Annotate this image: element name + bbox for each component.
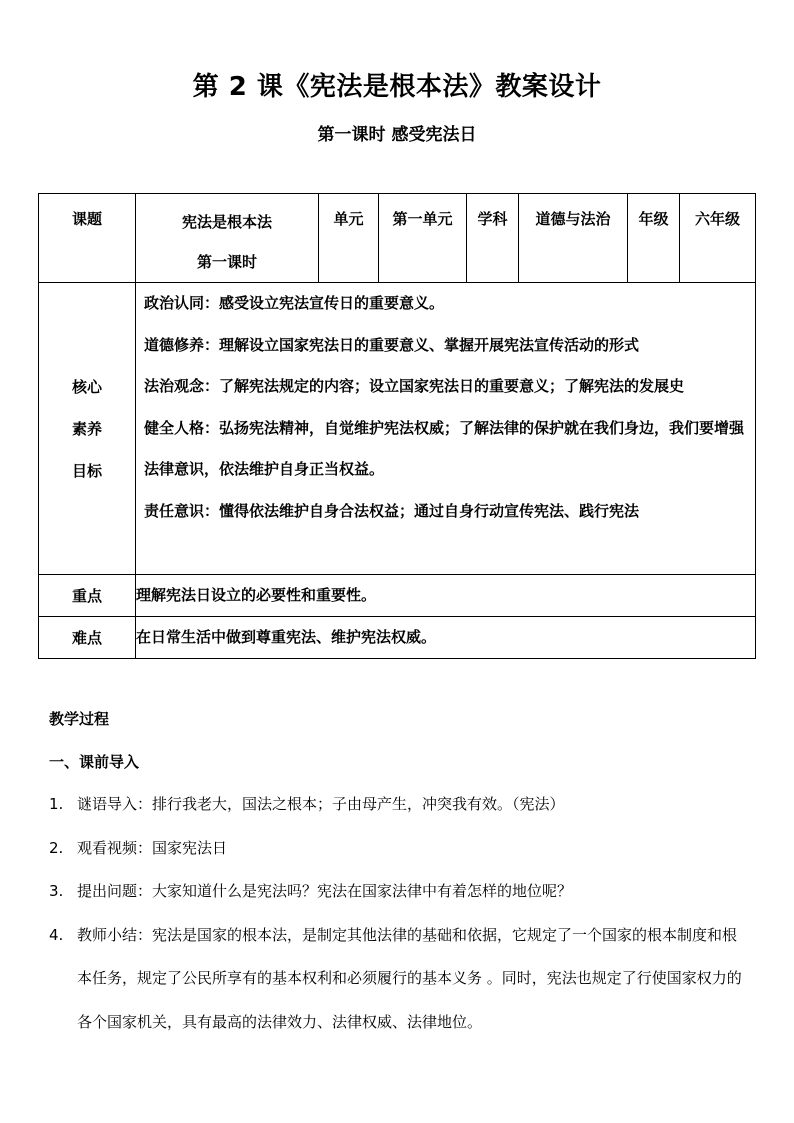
subject-value-cell bbox=[519, 194, 628, 283]
intro-steps-list bbox=[49, 783, 749, 1044]
document-subtitle: 第一课时 感受宪法日 bbox=[317, 125, 477, 145]
step-number: 3. bbox=[49, 882, 64, 900]
topic-line-2: 第一课时 bbox=[196, 253, 257, 271]
unit-value-cell bbox=[379, 194, 467, 283]
unit-value: 第一单元 bbox=[392, 210, 453, 228]
key-point-row bbox=[39, 575, 756, 617]
core-goals-content-cell bbox=[136, 283, 756, 575]
section-heading-intro: 一、课前导入 bbox=[49, 753, 140, 771]
topic-line-1: 宪法是根本法 bbox=[181, 213, 272, 231]
goal-personality: 健全人格：弘扬宪法精神，自觉维护宪法权威；了解法律的保护就在我们身边，我们要增强法律意识，依法维护自身正当权益。 bbox=[144, 418, 745, 478]
core-label-line-3: 目标 bbox=[71, 461, 102, 480]
unit-label: 单元 bbox=[333, 210, 364, 228]
subject-label-cell bbox=[467, 194, 519, 283]
grade-value-cell bbox=[680, 194, 756, 283]
table-header-row bbox=[39, 194, 756, 283]
step-number: 2. bbox=[49, 838, 64, 857]
subject-label: 学科 bbox=[477, 210, 508, 228]
core-goals-row bbox=[39, 283, 756, 575]
difficulty-row bbox=[39, 617, 756, 659]
process-heading: 教学过程 bbox=[49, 710, 110, 728]
step-text: 谜语导入：排行我老大，国法之根本；子由母产生，冲突我有效。（宪法） bbox=[77, 795, 565, 813]
list-item bbox=[49, 827, 749, 871]
grade-label-cell bbox=[628, 194, 680, 283]
goal-moral: 道德修养：理解设立国家宪法日的重要意义、掌握开展宪法宣传活动的形式 bbox=[144, 335, 640, 354]
list-item bbox=[49, 870, 749, 914]
list-item bbox=[49, 914, 749, 1045]
topic-label: 课题 bbox=[71, 210, 102, 228]
goal-rule-of-law: 法治观念：了解宪法规定的内容；设立国家宪法日的重要意义；了解宪法的发展史 bbox=[144, 377, 685, 395]
key-point-value: 理解宪法日设立的必要性和重要性。 bbox=[136, 575, 756, 617]
step-text: 观看视频：国家宪法日 bbox=[77, 838, 228, 857]
step-text: 教师小结：宪法是国家的根本法，是制定其他法律的基础和依据，它规定了一个国家的根本制度和根本任务，规定了公民所享有的基本权利和必须履行的基本义务 。同时，宪法也规定了行使国家权力的各个国家机关，具有最高的法律效力、法律权威、法律地位。 bbox=[77, 925, 742, 1031]
unit-label-cell bbox=[319, 194, 379, 283]
list-item bbox=[49, 783, 749, 827]
goal-responsibility: 责任意识：懂得依法维护自身合法权益；通过自身行动宣传宪法、践行宪法 bbox=[144, 501, 640, 520]
grade-label: 年级 bbox=[638, 210, 669, 228]
grade-value: 六年级 bbox=[694, 210, 740, 228]
core-goals-label-cell bbox=[39, 283, 136, 575]
lesson-info-table bbox=[38, 193, 756, 659]
core-label-line-2: 素养 bbox=[71, 419, 102, 438]
topic-value-cell bbox=[136, 194, 319, 283]
document-title: 第 2 课《宪法是根本法》教案设计 bbox=[192, 72, 602, 102]
difficulty-value: 在日常生活中做到尊重宪法、维护宪法权威。 bbox=[136, 617, 756, 659]
step-number: 4. bbox=[49, 925, 64, 944]
subject-value: 道德与法治 bbox=[535, 210, 611, 228]
step-number: 1. bbox=[49, 795, 64, 813]
difficulty-label: 难点 bbox=[39, 617, 136, 659]
step-text: 提出问题：大家知道什么是宪法吗？宪法在国家法律中有着怎样的地位呢？ bbox=[77, 882, 573, 900]
core-label-line-1: 核心 bbox=[71, 377, 102, 396]
topic-label-cell bbox=[39, 194, 136, 283]
goal-political: 政治认同：感受设立宪法宣传日的重要意义。 bbox=[144, 294, 445, 312]
key-point-label: 重点 bbox=[39, 575, 136, 617]
